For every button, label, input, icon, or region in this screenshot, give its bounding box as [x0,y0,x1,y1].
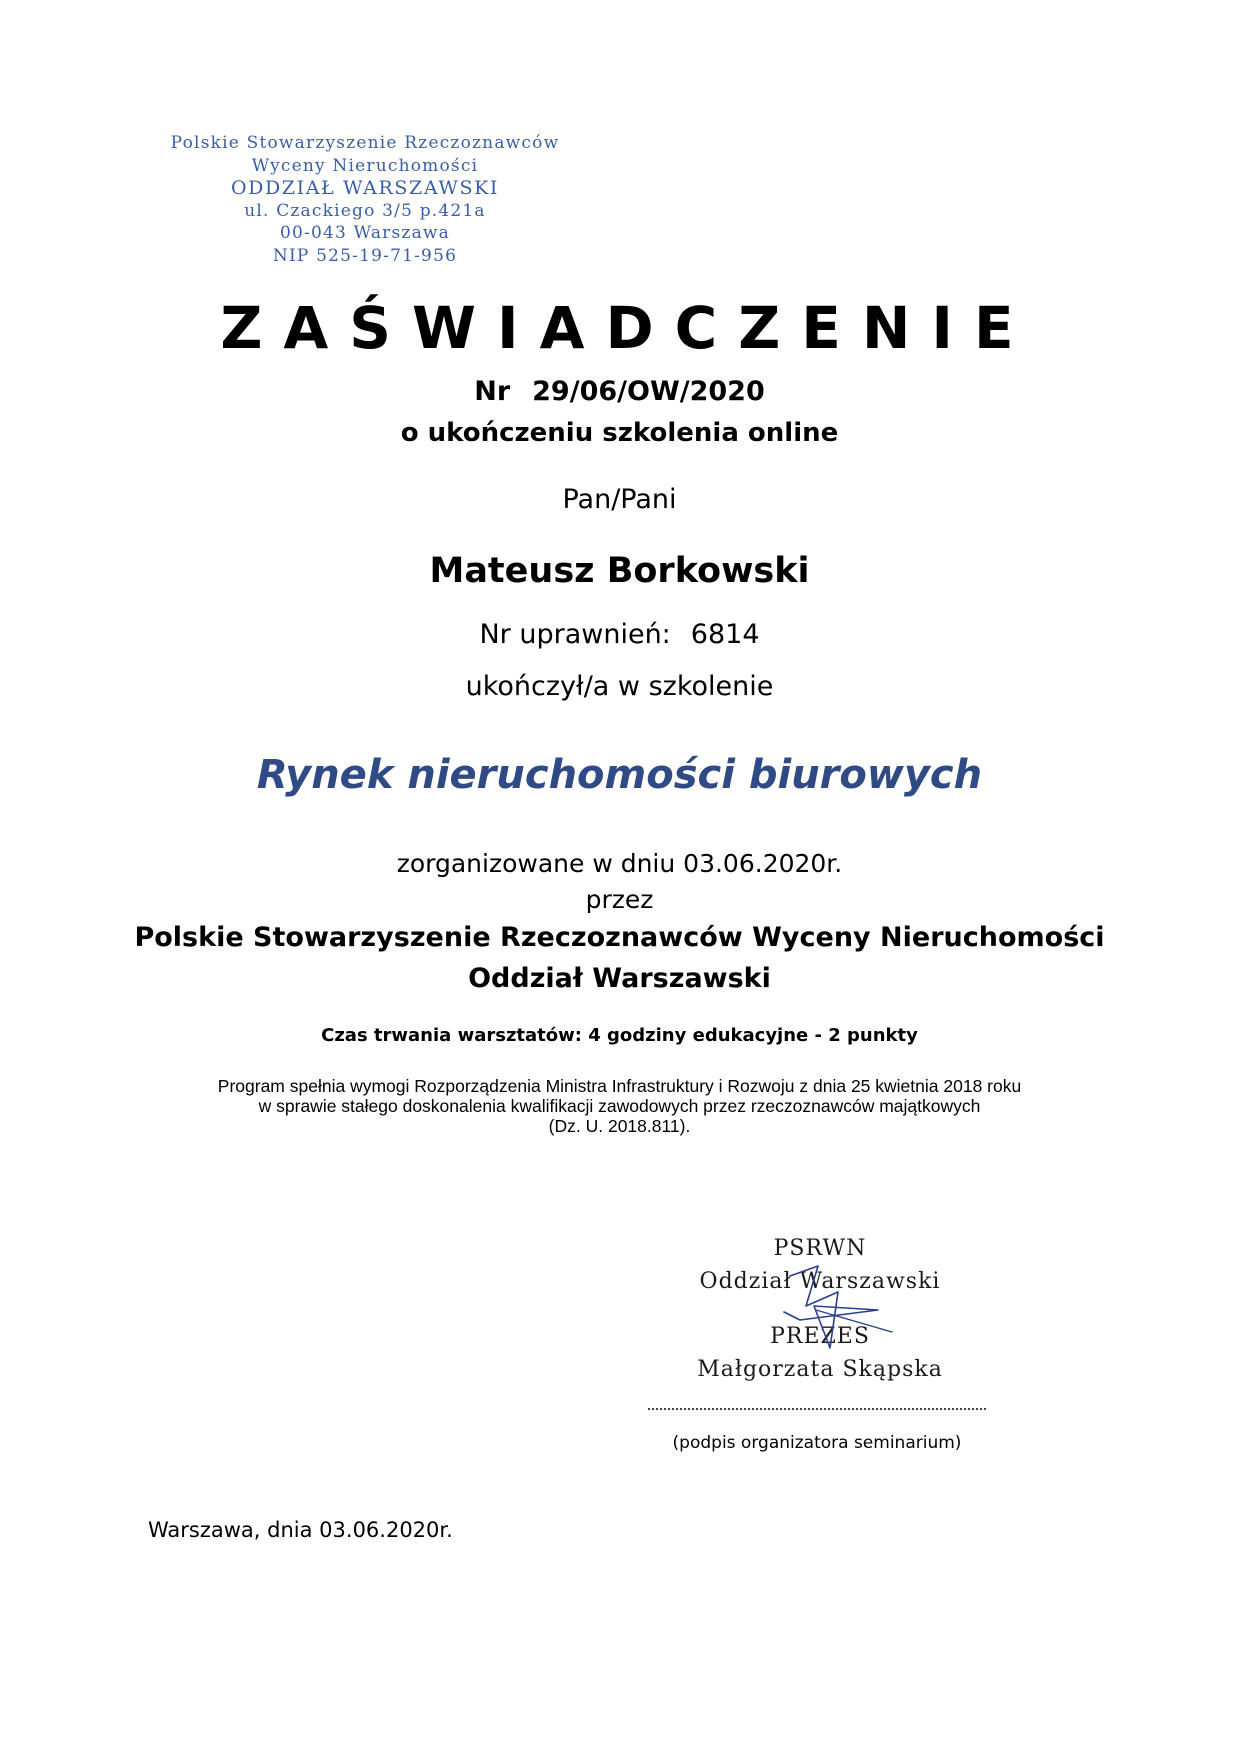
signature-line-3: PREZES [770,1324,870,1349]
duration-text: Czas trwania warsztatów: 4 godziny edukacyjne - 2 punkty [321,1025,918,1046]
program-note [0,1076,1239,1136]
completion-text: ukończył/a w szkolenie [465,671,774,702]
license-number-value: 6814 [690,619,760,650]
program-note-line-1: Program spełnia wymogi Rozporządzenia Ministra Infrastruktury i Rozwoju z dnia 25 kwietnia 2018 roku [217,1076,1022,1096]
course-title: Rynek nieruchomości biurowych [256,752,983,798]
certificate-number [0,376,1239,407]
document-title: ZAŚWIADCZENIE [220,294,1035,362]
organizer-name: Polskie Stowarzyszenie Rzeczoznawców Wyceny Nieruchomości [134,922,1105,953]
signature-line-2: Oddział Warszawski [699,1269,941,1294]
place-and-date: Warszawa, dnia 03.06.2020r. [148,1518,453,1542]
program-note-line-3: (Dz. U. 2018.811). [548,1116,691,1136]
license-number [0,619,1239,650]
stamp-line-1: Polskie Stowarzyszenie Rzeczoznawców [170,133,560,153]
signature-line-1: PSRWN [773,1236,867,1261]
salutation: Pan/Pani [562,484,677,515]
document-subtitle: o ukończeniu szkolenia online [400,418,839,448]
by-text: przez [585,885,654,914]
stamp-line-5: 00-043 Warszawa [280,223,450,243]
stamp-line-4: ul. Czackiego 3/5 p.421a [244,200,486,221]
participant-name: Mateusz Borkowski [429,551,810,591]
signature-dotted-line [648,1408,986,1410]
organizer-branch: Oddział Warszawski [468,963,771,994]
organization-stamp [140,132,590,267]
program-note-line-2: w sprawie stałego doskonalenia kwalifikacji zawodowych przez rzeczoznawców majątkowych [258,1096,981,1116]
stamp-line-6: NIP 525-19-71-956 [272,245,458,266]
certificate-number-label: Nr [474,376,511,407]
certificate-number-value: 29/06/OW/2020 [532,376,765,407]
handwritten-signature [760,1262,910,1372]
signature-caption: (podpis organizatora seminarium) [672,1433,962,1453]
stamp-line-2: Wyceny Nieruchomości [251,155,479,176]
stamp-line-3: ODDZIAŁ WARSZAWSKI [230,177,500,199]
license-number-label: Nr uprawnień: [479,619,671,650]
signature-line-4: Małgorzata Skąpska [697,1357,943,1382]
organized-date-text: zorganizowane w dniu 03.06.2020r. [396,849,843,878]
